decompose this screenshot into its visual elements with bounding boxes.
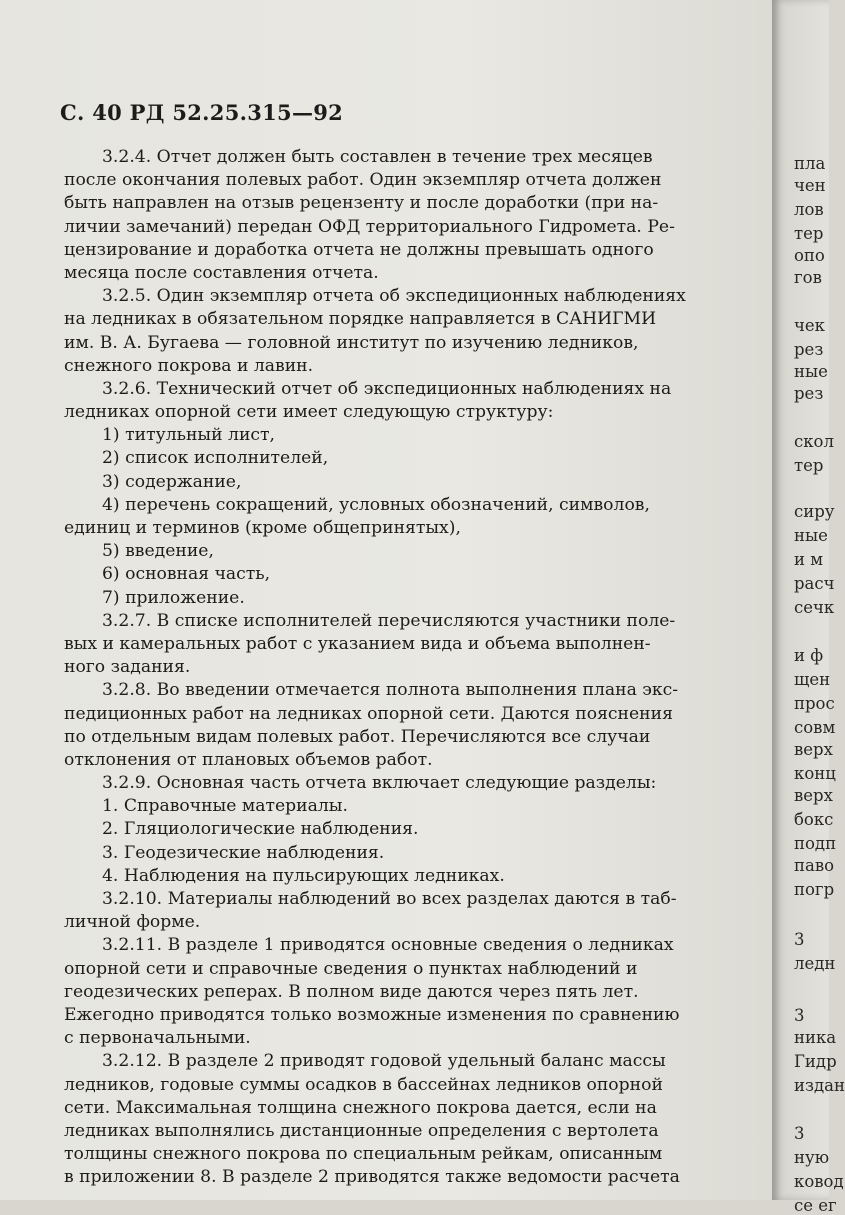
text-line: 4. Наблюдения на пульсирующих ледниках.	[102, 865, 505, 886]
text-line: цензирование и доработка отчета не должны превышать одного	[64, 239, 654, 260]
text-line: быть направлен на отзыв рецензенту и после доработки (при на-	[64, 193, 659, 214]
text-line: 2. Гляциологические наблюдения.	[102, 819, 419, 840]
text-line: толщины снежного покрова по специальным рейкам, описанным	[64, 1144, 663, 1165]
text-line: геодезических реперах. В полном виде даются через пять лет.	[64, 981, 639, 1002]
text-line: личии замечаний) передан ОФД территориального Гидромета. Ре-	[64, 216, 675, 237]
adjacent-page-text: расч	[794, 574, 835, 593]
adjacent-page-text: верх	[794, 786, 833, 805]
adjacent-page-text: опо	[794, 246, 825, 265]
text-line: 3.2.12. В разделе 2 приводят годовой удельный баланс массы	[102, 1051, 666, 1072]
text-line: единиц и терминов (кроме общепринятых),	[64, 518, 461, 538]
adjacent-page-text: прос	[794, 694, 835, 713]
adjacent-page-text: подп	[794, 834, 837, 853]
text-line: месяца после составления отчета.	[64, 262, 379, 283]
text-line: 3.2.8. Во введении отмечается полнота выполнения плана экс-	[102, 680, 679, 701]
text-line: 2) список исполнителей,	[102, 448, 329, 469]
adjacent-page-text: скол	[794, 432, 834, 451]
text-line: 4) перечень сокращений, условных обозначений, символов,	[102, 494, 650, 515]
adjacent-page-text: сиру	[794, 502, 835, 521]
adjacent-page-text: сечк	[794, 598, 835, 617]
text-line: на ледниках в обязательном порядке направляется в САНИГМИ	[64, 309, 657, 330]
adjacent-page-text: тер	[794, 456, 824, 475]
adjacent-page-text: чек	[794, 316, 825, 335]
adjacent-page-text: ные	[794, 362, 828, 381]
adjacent-page-text: се ег	[794, 1196, 837, 1215]
text-line: снежного покрова и лавин.	[64, 355, 314, 376]
adjacent-page-text: рез	[794, 384, 824, 403]
text-line: 3.2.11. В разделе 1 приводятся основные сведения о ледниках	[102, 935, 674, 956]
text-line: педиционных работ на ледниках опорной сети. Даются пояснения	[64, 703, 673, 724]
adjacent-page-text: ные	[794, 526, 828, 545]
adjacent-page-text: пла	[794, 154, 826, 173]
text-line: 3.2.4. Отчет должен быть составлен в течение трех месяцев	[102, 147, 653, 167]
adjacent-page-text: ную	[794, 1148, 830, 1167]
adjacent-page-text: ника	[794, 1028, 837, 1047]
adjacent-page-text: 3	[794, 930, 805, 949]
body-text	[64, 146, 764, 1189]
text-line: 3.2.9. Основная часть отчета включает следующие разделы:	[102, 773, 657, 794]
page-header: С. 40 РД 52.25.315—92	[60, 100, 344, 125]
adjacent-page-text: рез	[794, 340, 824, 359]
adjacent-page-text: чен	[794, 176, 826, 195]
text-line: 5) введение,	[102, 541, 214, 562]
text-line: ледниках опорной сети имеет следующую структуру:	[64, 402, 554, 423]
text-line: после окончания полевых работ. Один экземпляр отчета должен	[64, 170, 662, 191]
adjacent-page-text: паво	[794, 856, 835, 875]
text-line: вых и камеральных работ с указанием вида и объема выполнен-	[64, 633, 651, 654]
text-line: ного задания.	[64, 657, 191, 678]
text-line: 3. Геодезические наблюдения.	[102, 842, 385, 863]
text-line: 7) приложение.	[102, 587, 245, 608]
text-line: по отдельным видам полевых работ. Перечисляются все случаи	[64, 726, 651, 747]
adjacent-page-text: гов	[794, 268, 822, 287]
adjacent-page-text: Гидр	[794, 1052, 837, 1071]
text-line: 3.2.6. Технический отчет об экспедиционных наблюдениях на	[102, 378, 672, 399]
text-line: 1. Справочные материалы.	[102, 796, 348, 817]
text-line: Ежегодно приводятся только возможные изменения по сравнению	[64, 1004, 680, 1025]
adjacent-page-text: погр	[794, 880, 835, 899]
adjacent-page-text: и м	[794, 550, 824, 569]
text-line: 3.2.5. Один экземпляр отчета об экспедиционных наблюдениях	[102, 286, 686, 307]
adjacent-page-fragment	[772, 0, 845, 1215]
text-line: ледниках выполнялись дистанционные определения с вертолета	[64, 1120, 659, 1141]
text-line: 6) основная часть,	[102, 564, 271, 585]
adjacent-page-text: бокс	[794, 810, 834, 829]
adjacent-page-text: лов	[794, 200, 824, 219]
adjacent-page-text: издан	[794, 1076, 845, 1095]
text-line: 3.2.7. В списке исполнителей перечисляются участники поле-	[102, 610, 676, 631]
adjacent-page-text: совм	[794, 718, 836, 737]
adjacent-page-text: конц	[794, 764, 836, 783]
adjacent-page-text: щен	[794, 670, 831, 689]
text-line: 3) содержание,	[102, 471, 242, 492]
text-line: отклонения от плановых объемов работ.	[64, 749, 433, 770]
text-line: 3.2.10. Материалы наблюдений во всех разделах даются в таб-	[102, 889, 677, 909]
text-line: личной форме.	[64, 912, 201, 933]
text-line: опорной сети и справочные сведения о пунктах наблюдений и	[64, 958, 638, 979]
adjacent-page-text: ковод	[794, 1172, 844, 1191]
adjacent-page-text: 3	[794, 1124, 805, 1143]
text-line: с первоначальными.	[64, 1028, 251, 1049]
text-line: 1) титульный лист,	[102, 425, 275, 446]
text-line: сети. Максимальная толщина снежного покрова дается, если на	[64, 1097, 657, 1118]
adjacent-page-text: и ф	[794, 646, 824, 665]
adjacent-page-text: тер	[794, 224, 824, 243]
adjacent-page-text: ледн	[794, 954, 836, 973]
text-line: в приложении 8. В разделе 2 приводятся также ведомости расчета	[64, 1167, 680, 1188]
text-line: ледников, годовые суммы осадков в бассейнах ледников опорной	[64, 1074, 663, 1095]
adjacent-page-text: верх	[794, 740, 833, 759]
adjacent-page-text: 3	[794, 1006, 805, 1025]
text-line: им. В. А. Бугаева — головной институт по изучению ледников,	[64, 332, 639, 353]
